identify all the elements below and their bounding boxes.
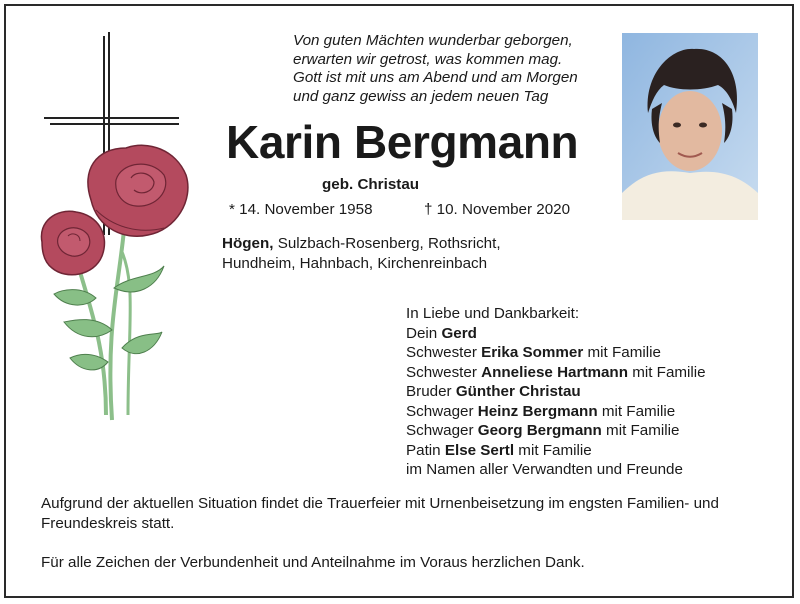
family-entry — [406, 363, 706, 383]
portrait-photo — [622, 33, 758, 220]
places-bold: Högen, — [222, 235, 274, 252]
places-line-1 — [222, 234, 501, 254]
relative-name: Gerd — [441, 324, 477, 342]
ceremony-note: Aufgrund der aktuellen Situation findet die Trauerfeier mit Urnenbeisetzung im engsten Familien- und Freundeskreis statt. — [41, 495, 719, 532]
relation: Patin — [406, 441, 445, 459]
relative-name: Erika Sommer — [481, 344, 584, 361]
relation: Schwager — [406, 422, 478, 439]
thanks-note: Für alle Zeichen der Verbundenheit und Anteilnahme im Voraus herzlichen Dank. — [41, 554, 585, 571]
relation-suffix: mit Familie — [597, 402, 676, 420]
relation-suffix: mit Familie — [583, 344, 661, 361]
cross-and-roses-illustration — [36, 30, 206, 430]
relative-name: Else Sertl — [444, 441, 515, 459]
places — [222, 234, 501, 273]
relative-name: Günther Christau — [455, 383, 581, 400]
family-list — [406, 304, 706, 480]
relative-name: Georg Bergmann — [477, 422, 602, 439]
birth-name: geb. Christau — [322, 176, 420, 193]
verse-line: und ganz gewiss an jedem neuen Tag — [293, 87, 549, 105]
family-entry — [406, 382, 706, 402]
family-closing: im Namen aller Verwandten und Freunde — [406, 461, 683, 478]
relation-suffix: mit Familie — [514, 441, 592, 459]
relation-suffix: mit Familie — [627, 363, 706, 381]
relation: Dein — [406, 324, 442, 342]
relation-suffix: mit Familie — [601, 422, 680, 439]
relation: Schwester — [406, 363, 482, 381]
relative-name: Anneliese Hartmann — [481, 363, 628, 381]
family-entry — [406, 441, 706, 461]
death-date: † 10. November 2020 — [424, 201, 571, 218]
family-entry — [406, 421, 706, 441]
verse-line: Gott ist mit uns am Abend und am Morgen — [293, 69, 578, 87]
verse — [293, 32, 578, 106]
roses-icon — [41, 145, 187, 420]
family-intro: In Liebe und Dankbarkeit: — [406, 305, 580, 322]
verse-line: erwarten wir getrost, was kommen mag. — [293, 50, 563, 68]
verse-line: Von guten Mächten wunderbar geborgen, — [293, 32, 573, 49]
relation: Schwager — [406, 402, 478, 420]
deceased-name: Karin Bergmann — [226, 116, 579, 168]
places-line-2: Hundheim, Hahnbach, Kirchenreinbach — [222, 254, 488, 272]
family-entry — [406, 402, 706, 422]
places-line-1-rest: Sulzbach-Rosenberg, Rothsricht, — [273, 235, 501, 252]
relation: Schwester — [406, 344, 482, 361]
relative-name: Heinz Bergmann — [477, 402, 598, 420]
birth-date: * 14. November 1958 — [229, 201, 373, 218]
family-entry — [406, 324, 706, 344]
relation: Bruder — [406, 383, 456, 400]
family-entry — [406, 343, 706, 363]
